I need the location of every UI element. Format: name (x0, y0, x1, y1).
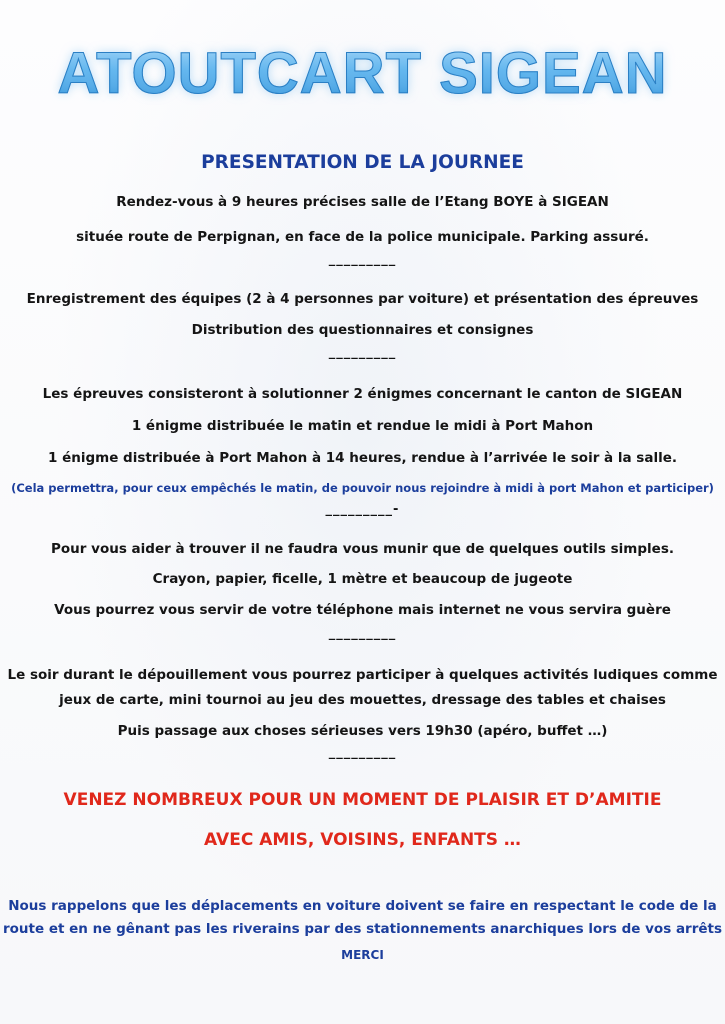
separator-1: _________ (328, 252, 397, 267)
reminder-thanks: MERCI (341, 948, 384, 962)
registration-line-2: Distribution des questionnaires et consignes (191, 322, 534, 338)
reminder-line-1: Nous rappelons que les déplacements en voiture doivent se faire en respectant le code de la (8, 898, 717, 914)
tools-line-3: Vous pourrez vous servir de votre téléphone mais internet ne vous servira guère (54, 602, 671, 618)
tools-line-1: Pour vous aider à trouver il ne faudra vous munir que de quelques outils simples. (51, 541, 674, 557)
evening-line-3: Puis passage aux choses sérieuses vers 19h30 (apéro, buffet …) (117, 723, 608, 739)
challenges-line-3: 1 énigme distribuée à Port Mahon à 14 heures, rendue à l’arrivée le soir à la salle. (47, 450, 677, 466)
evening-line-1: Le soir durant le dépouillement vous pourrez participer à quelques activités ludiques comme (7, 667, 718, 683)
rendezvous-line-2: située route de Perpignan, en face de la police municipale. Parking assuré. (76, 229, 649, 245)
invite-line-1: VENEZ NOMBREUX POUR UN MOMENT DE PLAISIR ET D’AMITIE (63, 790, 662, 810)
invite-line-2: AVEC AMIS, VOISINS, ENFANTS … (204, 830, 521, 850)
separator-3: _________- (325, 502, 400, 517)
reminder-line-2: route et en ne gênant pas les riverains par des stationnements anarchiques lors de vos arrêts (2, 921, 723, 937)
challenges-line-1: Les épreuves consisteront à solutionner 2 énigmes concernant le canton de SIGEAN (42, 386, 683, 402)
evening-line-2: jeux de carte, mini tournoi au jeu des mouettes, dressage des tables et chaises (59, 692, 666, 708)
separator-5: _________ (328, 745, 397, 760)
challenges-note: (Cela permettra, pour ceux empêchés le matin, de pouvoir nous rejoindre à midi à port Mahon et participer) (11, 481, 714, 495)
challenges-line-2: 1 énigme distribuée le matin et rendue le midi à Port Mahon (131, 418, 594, 434)
section-title: PRESENTATION DE LA JOURNEE (201, 152, 524, 173)
separator-2: _________ (328, 345, 397, 360)
rendezvous-line-1: Rendez-vous à 9 heures précises salle de l’Etang BOYE à SIGEAN (116, 194, 609, 210)
tools-line-2: Crayon, papier, ficelle, 1 mètre et beaucoup de jugeote (152, 571, 573, 587)
separator-4: _________ (328, 626, 397, 641)
flyer-title: ATOUTCART SIGEAN (0, 40, 725, 107)
registration-line-1: Enregistrement des équipes (2 à 4 personnes par voiture) et présentation des épreuves (26, 291, 699, 307)
